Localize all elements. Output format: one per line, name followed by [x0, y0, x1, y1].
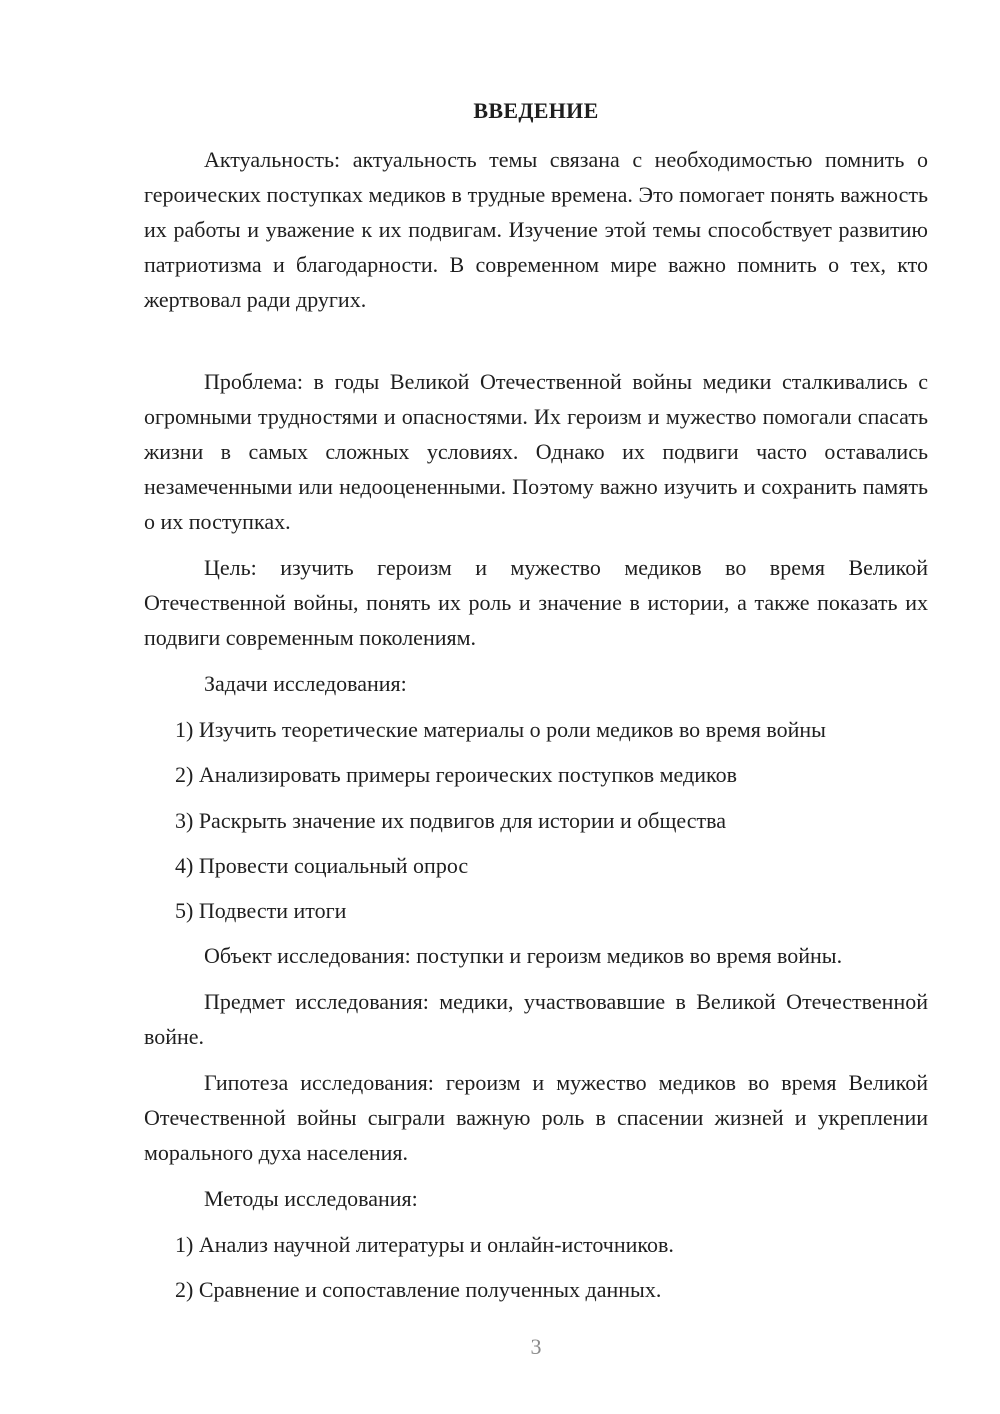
task-item: 3) Раскрыть значение их подвигов для истории и общества — [175, 808, 726, 833]
page-title: ВВЕДЕНИЕ — [473, 98, 599, 123]
task-item: 1) Изучить теоретические материалы о роли медиков во время войны — [175, 717, 826, 742]
task-item: 5) Подвести итоги — [175, 898, 347, 923]
paragraph-subject: Предмет исследования: медики, участвовавшие в Великой Отечественной войне. — [144, 989, 928, 1049]
task-item: 4) Провести социальный опрос — [175, 853, 469, 878]
method-item: 2) Сравнение и сопоставление полученных данных. — [175, 1277, 662, 1302]
method-item: 1) Анализ научной литературы и онлайн-источников. — [175, 1232, 674, 1257]
paragraph-goal: Цель: изучить героизм и мужество медиков во время Великой Отечественной войны, понять их роль и значение в истории, а также показать их подвиги современным поколениям. — [144, 555, 928, 650]
page-number: 3 — [530, 1334, 542, 1359]
paragraph-relevance: Актуальность: актуальность темы связана с необходимостью помнить о героических поступках медиков в трудные времена. Это помогает понять важность их работы и уважение к их подвигам. Изучение этой темы способствует развитию патриотизма и благодарности. В современном мире важно помнить о тех, кто жертвовал ради других. — [144, 147, 928, 312]
tasks-heading: Задачи исследования: — [204, 671, 407, 696]
paragraph-problem: Проблема: в годы Великой Отечественной войны медики сталкивались с огромными трудностями и опасностями. Их героизм и мужество помогали спасать жизни в самых сложных условиях. Однако их подвиги часто оставались незамеченными или недооцененными. Поэтому важно изучить и сохранить память о их поступках. — [144, 369, 928, 534]
methods-heading: Методы исследования: — [204, 1186, 418, 1211]
task-item: 2) Анализировать примеры героических поступков медиков — [175, 762, 737, 787]
paragraph-object: Объект исследования: поступки и героизм медиков во время войны. — [204, 943, 843, 968]
paragraph-hypothesis: Гипотеза исследования: героизм и мужество медиков во время Великой Отечественной войны сыграли важную роль в спасении жизней и укреплении морального духа населения. — [144, 1070, 928, 1165]
